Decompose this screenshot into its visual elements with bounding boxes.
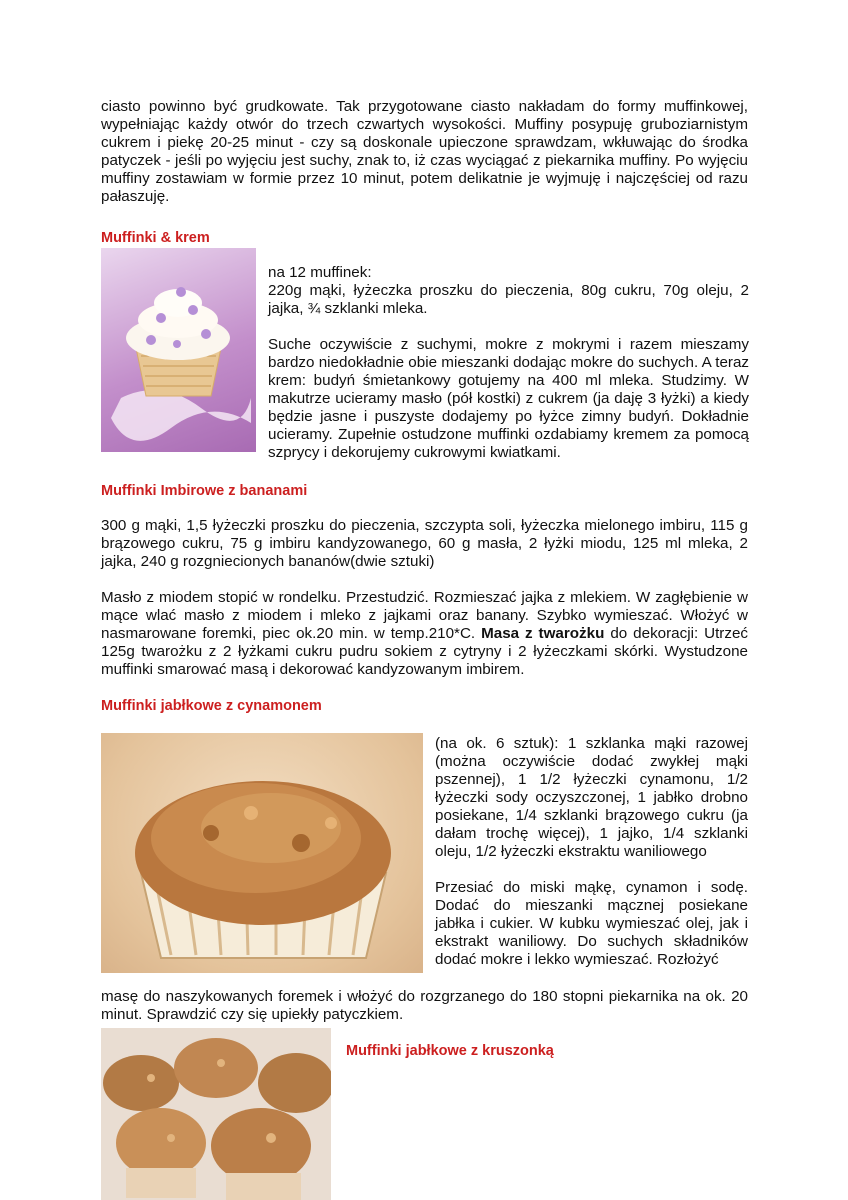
apple-muffin-photo [101,733,423,973]
recipe3-method-side: Przesiać do miski mąkę, cynamon i sodę. Dodać do mieszanki mącznej posiekane jabłka i cukier. W kubku wymieszać olej, jak i ekstrakt waniliowy. Do suchych składników dodać mokre i lekko wymieszać. Rozłożyć [435,879,748,968]
recipe1-title: Muffinki & krem [101,230,210,246]
recipe3-title: Muffinki jabłkowe z cynamonem [101,698,322,714]
recipe2-method-before: Masło z miodem stopić w rondelku. Przestudzić. Rozmieszać jajka z mlekiem. W zagłębienie w mące wlać masło z miodem i mleko z jajkami oraz banany. Szybko wymieszać. Włożyć w nasmarowane foremki, piec ok.20 min. w temp.210*C. [101,589,748,642]
recipe3-method-full: masę do naszykowanych foremek i włożyć do rozgrzanego do 180 stopni piekarnika na ok. 20 minut. Sprawdzić czy się upiekły patyczkiem. [101,988,748,1023]
recipe2-title: Muffinki Imbirowe z bananami [101,483,308,499]
recipe4-title: Muffinki jabłkowe z kruszonką [346,1043,554,1059]
recipe3-side-text [435,735,748,969]
recipe2-method-bold: Masa z twarożku [481,625,605,642]
recipe1-method: Suche oczywiście z suchymi, mokre z mokrymi i razem mieszamy bardzo niedokładnie obie mieszanki dodając mokre do suchych. A teraz krem: budyń śmietankowy gotujemy na 400 ml mleka. Studzimy. W makutrze ucieramy masło (pół kostki) z cukrem (ja daję 3 łyżki) a kiedy będzie jasne i puszyste dodajemy po łyżce zimny budyń. Dokładnie ucieramy. Zupełnie ostudzone muffinki ozdabiamy kremem za pomocą szprycy i dekorujemy cukrowymi kwiatkami. [268,336,749,461]
recipe2-ingredients: 300 g mąki, 1,5 łyżeczki proszku do pieczenia, szczypta soli, łyżeczka mielonego imbiru, 115 g brązowego cukru, 75 g imbiru kandyzowanego, 60 g masła, 2 łyżki miodu, 125 ml mleka, 2 jajka, 240 g rozgniecionych bananów(dwie sztuki) [101,517,748,570]
recipe2-method [101,589,748,679]
watermark: ydomowe.pl [460,1066,826,1131]
cupcake-photo [101,248,256,452]
recipe1-yield: na 12 muffinek: [268,264,372,281]
recipe1-text [268,264,749,462]
intro-paragraph: ciasto powinno być grudkowate. Tak przygotowane ciasto nakładam do formy muffinkowej, wypełniając każdy otwór do trzech czwartych wysokości. Muffiny posypuję gruboziarnistym cukrem i piekę 20-25 minut - czy są doskonale upieczone sprawdzam, wkłuwając do środka patyczek - jeśli po wyjęciu jest suchy, znak to, iż czas wyciągać z piekarnika muffiny. Po wyjęciu muffiny zostawiam w formie przez 10 minut, potem delikatnie je wyjmuję i najczęściej od razu pałaszuję. [101,98,748,205]
crumble-muffins-photo [101,1028,331,1200]
recipe3-ingredients: (na ok. 6 sztuk): 1 szklanka mąki razowej (można oczywiście dodać zwykłej mąki pszennej), 1 1/2 łyżeczki cynamonu, 1/2 łyżeczki sody oczyszczonej, 1 jabłko drobno posiekane, 1/4 szklanki brązowego cukru (ja dałam trochę więcej), 1 jajko, 1/4 szklanki oleju, 1/2 łyżeczki ekstraktu waniliowego [435,735,748,860]
recipe2-method-after: do dekoracji: Utrzeć 125g twarożku z 2 łyżkami cukru pudru sokiem z cytryny i 2 łyżeczkami skórki. Wystudzone muffinki smarować masą i dekorować kandyzowanym imbirem. [101,625,748,678]
recipe1-ingredients: 220g mąki, łyżeczka proszku do pieczenia, 80g cukru, 70g oleju, 2 jajka, ¾ szklanki mleka. [268,282,749,317]
